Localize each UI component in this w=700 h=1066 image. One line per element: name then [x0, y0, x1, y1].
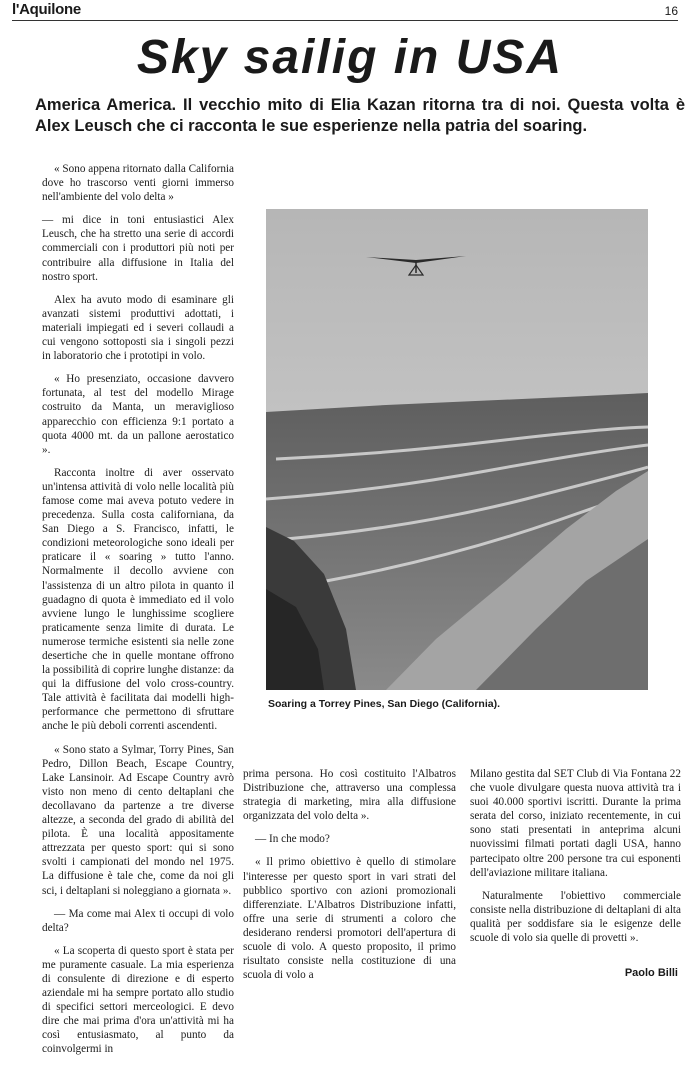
paragraph: Naturalmente l'obiettivo commerciale consiste nella distribuzione di deltaplani di alta qualità per soddisfare sia le esigenze delle scuole di volo sia quelle di provetti ». [470, 889, 681, 945]
paragraph: « Sono appena ritornato dalla California dove ho trascorso venti giorni immerso nell'ambiente del volo delta » [42, 163, 234, 204]
paragraph: « La scoperta di questo sport è stata per me puramente casuale. La mia esperienza di consulente di direzione e di esperto aziendale mi ha sempre portato allo studio di specifici settori merceologici. E devo dire che mai prima d'ora un'attività mi ha così entusiasmato, al punto da coinvolgermi in [42, 944, 234, 1056]
paragraph: « Il primo obiettivo è quello di stimolare l'interesse per questo sport in vari strati del pubblico sportivo con azioni promozionali differenziate. L'Albatros Distribuzione infatti, offre una serie di strumenti a coloro che desiderano rendersi promotori dell'apertura di scuole di volo. A questo proposito, il primo risultato consiste nella costituzione di una scuola di volo a [243, 856, 456, 982]
paragraph: prima persona. Ho così costituito l'Albatros Distribuzione che, attraverso una complessa strategia di marketing, mira alla diffusione organizzata del volo delta ». [243, 768, 456, 823]
article-title: Sky sailig in USA [136, 31, 564, 84]
header-rule [12, 20, 678, 21]
paragraph: « Sono stato a Sylmar, Torry Pines, San Pedro, Dillon Beach, Escape Country, Lake Lansinoir. Ad Escape Country avrò visto non meno di cento deltaplani che decollavano da partenze a tre diverse altezze, a seconda del grado di abilità del pilota. È una località appositamente attrezzata per questo sport: qui si sono svolti i campionati del mondo nel 1975. La diffusione è tale che, come da noi gli sci, i deltaplani si noleggiano a giornata ». [42, 743, 234, 897]
paragraph: Racconta inoltre di aver osservato un'intensa attività di volo nelle località più famose come mai aveva potuto vedere in precedenza. Sulla costa californiana, da San Diego a S. Francisco, infatti, le condizioni meteorologiche sono ideali per praticare il « soaring » tutto l'anno. Normalmente il decollo avviene con l'assistenza di un altro pilota in quanto il guadagno di quota è immediato ed il volo avviene lungo le lunghissime scogliere praticamente senza limite di durata. Le numerose termiche esistenti sia nelle zone desertiche che in quelle montane offrono la possibilità di coprire lunghe distanze: da qui la diffusione del volo cross-country. Tale attività è facilitata dai modelli high-performance che permettono di sfruttare anche le più deboli correnti ascendenti. [42, 466, 235, 733]
paragraph: — In che modo? [255, 833, 330, 846]
paragraph: Milano gestita dal SET Club di Via Fontana 22 che vuole divulgare questa nuova attività tra i suoi 40.000 sportivi iscritti. Durante la prima serata del corso, iniziato recentemente, in cui sono stati presentati in anteprima alcuni nuovissimi filmati portati dagli USA, hanno partecipato oltre 200 persone tra cui esponenti dell'aviazione militare italiana. [470, 768, 681, 879]
text-column-1 [42, 162, 234, 1066]
text-column-3 [470, 767, 681, 954]
photo-caption: Soaring a Torrey Pines, San Diego (California). [268, 698, 501, 710]
paragraph: « Ho presenziato, occasione davvero fortunata, al test del modello Mirage costruito da Manta, un meraviglioso apparecchio con efficienza 9:1 portato a quota 4000 mt. da un pallone aerostatico ». [42, 373, 234, 456]
hang-glider-soaring-image [266, 209, 648, 690]
coastline-photo [266, 209, 648, 690]
paragraph: Alex ha avuto modo di esaminare gli avanzati sistemi produttivi adottati, i materiali impiegati ed i severi collaudi a cui vengono sottoposti sia i singoli pezzi in laboratorio che i prototipi in volo. [42, 293, 234, 363]
paragraph: — mi dice in toni entusiastici Alex Leusch, che ha stretto una serie di accordi commerciali con i produttori più noti per contribuire alla diffusione in Italia del nostro sport. [42, 214, 234, 283]
text-column-2 [243, 767, 456, 991]
masthead: l'Aquilone [12, 1, 81, 18]
page-number: 16 [664, 4, 678, 18]
author-signature: Paolo Billi [624, 967, 678, 979]
paragraph: — Ma come mai Alex ti occupi di volo delta? [42, 907, 234, 934]
article-lead: America America. Il vecchio mito di Elia Kazan ritorna tra di noi. Questa volta è Alex Leusch che ci racconta le sue esperienze nella patria del soaring. [35, 96, 685, 135]
